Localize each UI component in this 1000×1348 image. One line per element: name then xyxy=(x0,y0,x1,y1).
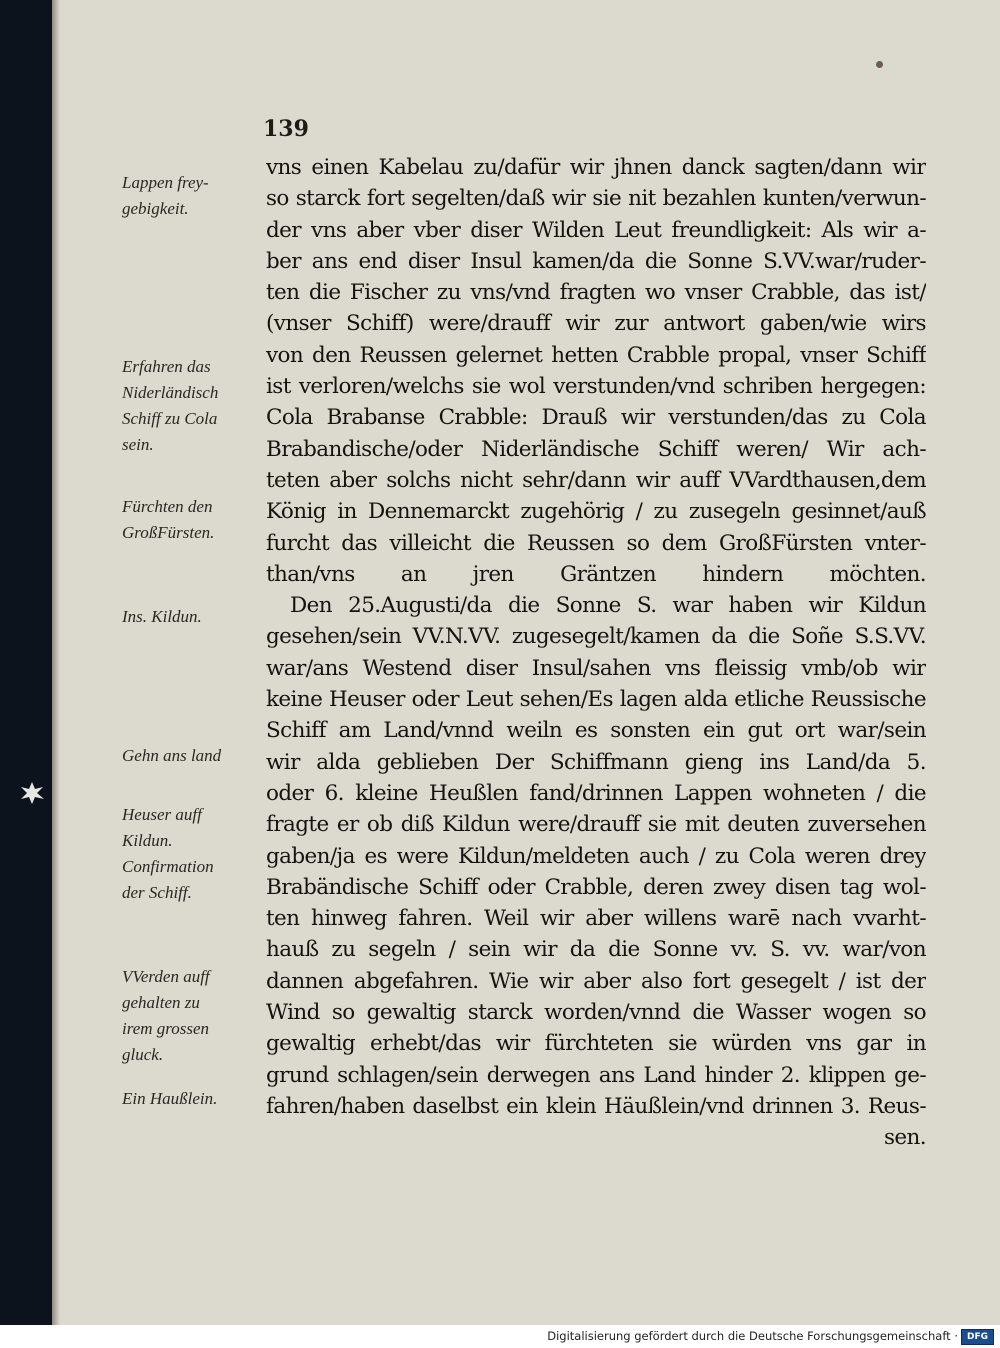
margin-note: Gehn ans land xyxy=(122,746,222,765)
margin-note: Heuser auff Kildun. Confirmation der Schiff. xyxy=(122,805,214,902)
margin-note: Ein Haußlein. xyxy=(122,1089,218,1108)
text-line: (vnser Schiff) were/drauff wir zur antwort gaben/wie wirs xyxy=(266,311,926,337)
text-line: so starck fort segelten/daß wir sie nit bezahlen kunten/verwun- xyxy=(266,186,926,212)
paper-spot xyxy=(876,61,883,68)
text-line: oder 6. kleine Heußlen fand/drinnen Lappen wohneten / die xyxy=(266,780,926,806)
footer-bar xyxy=(0,1325,1000,1348)
text-line: Cola Brabanse Crabble: Drauß wir verstunden/das zu Cola xyxy=(266,405,926,431)
text-line: sen. xyxy=(883,1125,926,1151)
text-line: Brabändische Schiff oder Crabble, deren zwey disen tag wol- xyxy=(266,874,926,900)
margin-note: Fürchten den GroßFürsten. xyxy=(122,497,215,542)
text-line: teten aber solchs nicht sehr/dann wir auff VVardthausen,dem xyxy=(266,467,926,493)
text-line: ber ans end diser Insul kamen/da die Sonne S.VV.war/ruder- xyxy=(266,248,926,274)
margin-note: Ins. Kildun. xyxy=(122,607,202,626)
text-line: grund schlagen/sein derwegen ans Land hinder 2. klippen ge- xyxy=(266,1062,926,1088)
text-line: gaben/ja es were Kildun/meldeten auch / zu Cola weren drey xyxy=(266,843,926,869)
page-gutter-shadow xyxy=(52,0,60,1325)
text-line: vns einen Kabelau zu/dafür wir jhnen danck sagten/dann wir xyxy=(266,155,926,180)
text-line: König in Dennemarckt zugehörig / zu zusegeln gesinnet/auß xyxy=(266,499,926,525)
text-line: dannen abgefahren. Wie wir aber also fort gesegelt / ist der xyxy=(266,968,926,994)
text-line: gesehen/sein VV.N.VV. zugesegelt/kamen da die Soñe S.S.VV. xyxy=(266,624,926,650)
text-line: hauß zu segeln / sein wir da die Sonne vv. S. vv. war/von xyxy=(266,937,926,963)
text-line: Schiff am Land/vnnd weiln es sonsten ein gut ort war/sein xyxy=(266,718,926,744)
margin-note: Erfahren das Niderländisch Schiff zu Cola sein. xyxy=(122,357,219,454)
ink-blot xyxy=(18,780,46,806)
text-line: ist verloren/welchs sie wol verstunden/vnd schriben hergegen: xyxy=(266,374,926,400)
text-line: keine Heuser oder Leut sehen/Es lagen alda etliche Reussische xyxy=(266,687,926,713)
text-line: der vns aber vber diser Wilden Leut freundligkeit: Als wir a- xyxy=(266,217,926,243)
text-line: Den 25.Augusti/da die Sonne S. war haben wir Kildun xyxy=(290,593,926,619)
text-line: Brabandische/oder Niderländische Schiff weren/ Wir ach- xyxy=(266,436,926,462)
margin-note: VVerden auff gehalten zu irem grossen gluck. xyxy=(122,967,210,1064)
page-number: 139 xyxy=(263,116,309,142)
scanner-edge xyxy=(0,0,52,1325)
dfg-logo: DFG xyxy=(961,1329,994,1345)
text-line: furcht das villeicht die Reussen so dem GroßFürsten vnter- xyxy=(266,530,926,556)
text-line: war/ans Westend diser Insul/sahen vns fleissig vmb/ob wir xyxy=(266,655,926,681)
text-line: ten hinweg fahren. Weil wir aber willens warē nach vvarht- xyxy=(266,906,926,932)
text-line: fahren/haben daselbst ein klein Häußlein/vnd drinnen 3. Reus- xyxy=(266,1093,926,1119)
text-line: wir alda geblieben Der Schiffmann gieng ins Land/da 5. xyxy=(266,749,926,775)
text-line: ten die Fischer zu vns/vnd fragten wo vnser Crabble, das ist/ xyxy=(266,280,926,306)
text-line: fragte er ob diß Kildun were/drauff sie mit deuten zuversehen xyxy=(266,812,926,838)
text-line: gewaltig erhebt/das wir fürchteten sie würden vns gar in xyxy=(266,1031,926,1057)
footer-credit: Digitalisierung gefördert durch die Deutsche Forschungsgemeinschaft · xyxy=(547,1329,958,1343)
margin-note: Lappen frey- gebigkeit. xyxy=(122,173,209,218)
text-line: than/vns an jren Gräntzen hindern möchten. xyxy=(266,561,926,587)
text-line: von den Reussen gelernet hetten Crabble propal, vnser Schiff xyxy=(266,342,926,368)
text-line: Wind so gewaltig starck worden/vnnd die Wasser wogen so xyxy=(266,1000,926,1026)
body-text xyxy=(266,152,926,1154)
